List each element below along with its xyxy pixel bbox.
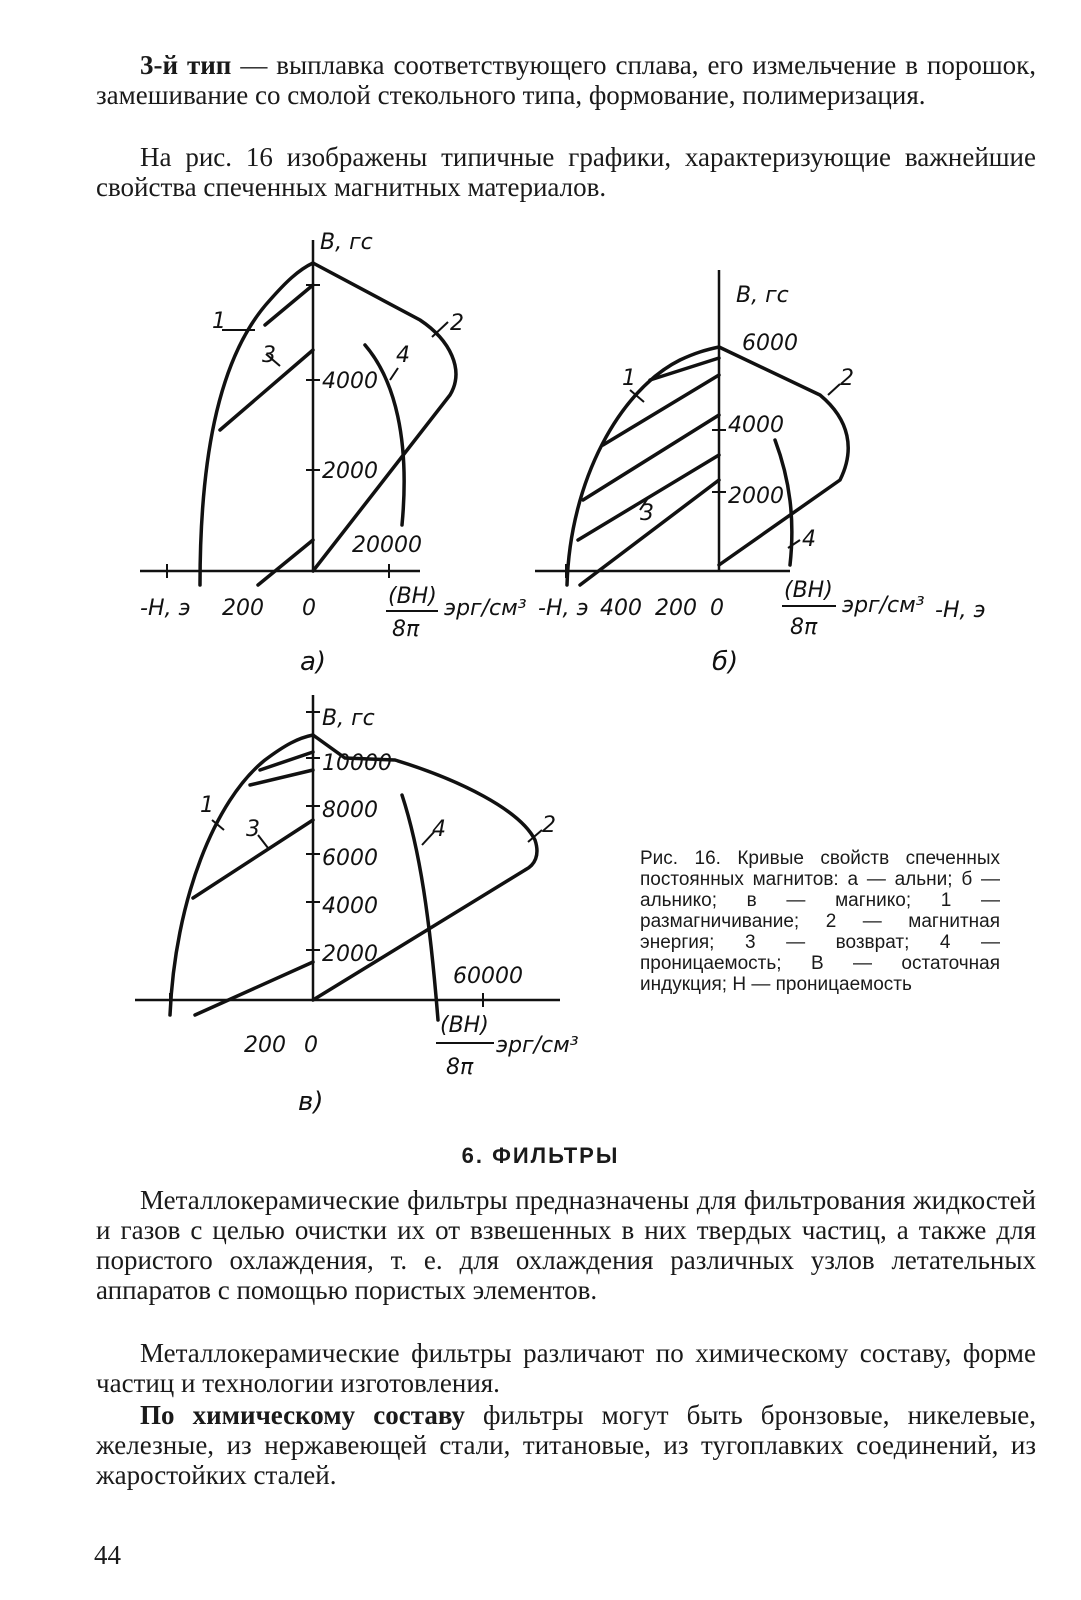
chart-b-tick-200: 200 xyxy=(655,596,697,621)
figure-caption: Рис. 16. Кривые свойств спеченных постоянных магнитов: а — альни; б — альнико; в — магнико; 1 — размагничивание; 2 — магнитная энергия; 3 — возврат; 4 — проницаемость; B — остаточная индукция; H — проницаемость xyxy=(640,848,1000,995)
chart-a-tick-2000: 2000 xyxy=(322,459,378,484)
chart-b-curve-3d xyxy=(650,358,719,380)
chart-a-label-1: 1 xyxy=(212,309,226,334)
section-paragraph-3-lead: По химическому составу xyxy=(140,1400,465,1430)
chart-b-x-neg-label: -H, э xyxy=(538,596,589,621)
chart-c-x-pos-unit: эрг/см³ xyxy=(496,1033,579,1058)
chart-b-tick-4000: 4000 xyxy=(728,413,784,438)
chart-a-tick-4000: 4000 xyxy=(322,369,378,394)
chart-a-y-label: B, гс xyxy=(320,230,373,255)
section-paragraph-1: Металлокерамические фильтры предназначены для фильтрования жидкостей и газов с целью очистки их от взвешенных в них твердых частиц, а также для пористого охлаждения, т. е. для охлаждения различных узлов летательных аппаратов с помощью пористых элементов. xyxy=(96,1185,1036,1305)
chart-c-tick-8000: 8000 xyxy=(322,798,378,823)
chart-a-energy-tick: 20000 xyxy=(352,533,422,558)
chart-c-curve-3b xyxy=(195,962,313,1015)
chart-a-tick-0: 0 xyxy=(302,596,316,621)
chart-c-label-2: 2 xyxy=(542,813,556,838)
chart-c-x-pos-den: 8π xyxy=(446,1055,474,1080)
chart-a-label-4: 4 xyxy=(396,343,410,368)
intro-paragraph-2: На рис. 16 изображены типичные графики, характеризующие важнейшие свойства спеченных магнитных материалов. xyxy=(96,142,1036,202)
chart-c-tick-10000: 10000 xyxy=(322,751,392,776)
chart-c-tick-0: 0 xyxy=(304,1033,318,1058)
chart-c-panel-label: в) xyxy=(298,1087,324,1117)
chart-c-tick-2000: 2000 xyxy=(322,942,378,967)
chart-c-label-1: 1 xyxy=(200,793,214,818)
section-paragraph-3 xyxy=(96,1400,1036,1490)
chart-b-tick-2000: 2000 xyxy=(728,484,784,509)
chart-a-label-3: 3 xyxy=(262,343,276,368)
chart-a xyxy=(140,230,527,677)
chart-b-x-pos-den: 8π xyxy=(790,615,818,640)
chart-b-curve-3c xyxy=(603,375,719,445)
chart-a-panel-label: а) xyxy=(300,647,327,677)
chart-b-tick-0: 0 xyxy=(710,596,724,621)
chart-a-label-2: 2 xyxy=(450,311,464,336)
chart-a-x-pos-den: 8π xyxy=(392,617,420,642)
chart-c-energy-tick: 60000 xyxy=(453,964,523,989)
chart-b-curve-2 xyxy=(719,347,848,565)
chart-b-curve-3a xyxy=(583,415,719,500)
intro-paragraph-1-text: — выплавка соответствующего сплава, его измельчение в порошок, замешивание со смолой стекольного типа, формование, полимеризация. xyxy=(96,50,1036,110)
section-heading: 6. ФИЛЬТРЫ xyxy=(461,1143,620,1168)
chart-a-curve-2 xyxy=(313,263,456,571)
chart-a-x-pos-unit: эрг/см³ xyxy=(444,596,527,621)
chart-b-x-pos-num: (BH) xyxy=(784,578,833,603)
section-paragraph-3-text: фильтры могут быть бронзовые, никелевые, железные, из нержавеющей стали, титановые, из тугоплавких соединений, из жаростойких сталей. xyxy=(96,1400,1037,1490)
chart-b-label-4: 4 xyxy=(802,527,816,552)
chart-b-tick-6000: 6000 xyxy=(742,331,798,356)
chart-c-tick-6000: 6000 xyxy=(322,846,378,871)
chart-b-panel-label: б) xyxy=(712,647,739,677)
chart-c-curve-3c xyxy=(250,770,313,785)
chart-c xyxy=(135,695,579,1117)
chart-a-x-pos-num: (BH) xyxy=(388,584,437,609)
chart-a-tick-200: 200 xyxy=(222,596,264,621)
chart-b-x-pos-extra: -H, э xyxy=(935,598,986,623)
intro-lead: 3-й тип xyxy=(140,50,232,80)
chart-b xyxy=(535,270,986,677)
chart-a-curve-3b xyxy=(258,540,313,585)
chart-b-y-label: B, гс xyxy=(736,283,789,308)
page-number: 44 xyxy=(94,1540,121,1570)
chart-a-curve-3c xyxy=(265,285,313,325)
section-paragraph-2: Металлокерамические фильтры различают по химическому составу, форме частиц и технологии изготовления. xyxy=(96,1338,1036,1398)
chart-b-label-3: 3 xyxy=(640,501,654,526)
chart-c-y-label: B, гс xyxy=(322,706,375,731)
chart-b-label-2: 2 xyxy=(840,366,854,391)
chart-c-tick-200: 200 xyxy=(244,1033,286,1058)
chart-c-x-pos-num: (BH) xyxy=(440,1013,489,1038)
chart-c-label-4: 4 xyxy=(432,817,446,842)
chart-b-x-pos-unit: эрг/см³ xyxy=(842,593,925,618)
chart-b-curve-1 xyxy=(567,347,719,585)
chart-c-label-3: 3 xyxy=(246,817,260,842)
chart-b-tick-400: 400 xyxy=(600,596,642,621)
chart-a-x-neg-label: -H, э xyxy=(140,596,191,621)
chart-c-curve-3d xyxy=(260,752,313,770)
chart-c-tick-4000: 4000 xyxy=(322,894,378,919)
chart-b-label-1: 1 xyxy=(622,366,636,391)
